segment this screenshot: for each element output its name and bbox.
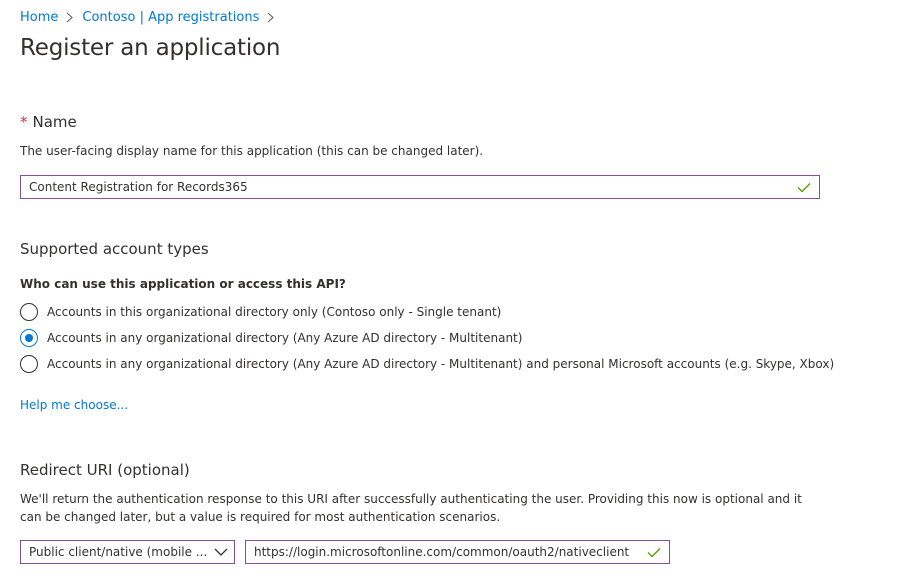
checkmark-icon: [647, 547, 661, 558]
required-marker: *: [20, 113, 28, 131]
checkmark-icon: [797, 182, 811, 193]
name-label-text: Name: [32, 113, 77, 131]
platform-dropdown-value: Public client/native (mobile ...: [29, 545, 208, 559]
breadcrumb-app-registrations[interactable]: Contoso | App registrations: [82, 10, 260, 25]
help-me-choose-link[interactable]: Help me choose...: [20, 398, 129, 412]
radio-button[interactable]: [20, 303, 38, 321]
radio-label: Accounts in this organizational directory only (Contoso only - Single tenant): [47, 305, 502, 319]
account-type-option-multitenant-personal[interactable]: [20, 355, 834, 373]
platform-dropdown[interactable]: [20, 540, 235, 564]
breadcrumb: [20, 10, 283, 25]
account-types-question: Who can use this application or access this API?: [20, 277, 346, 291]
radio-button[interactable]: [20, 355, 38, 373]
radio-label: Accounts in any organizational directory (Any Azure AD directory - Multitenant): [47, 331, 523, 345]
account-types-title: Supported account types: [20, 240, 209, 258]
name-input[interactable]: [20, 175, 820, 199]
chevron-right-icon: [267, 12, 274, 23]
radio-label: Accounts in any organizational directory (Any Azure AD directory - Multitenant) and personal Microsoft accounts (e.g. Skype, Xbox): [47, 357, 835, 371]
account-type-option-single-tenant[interactable]: [20, 303, 501, 321]
redirect-uri-input[interactable]: [245, 540, 670, 564]
name-description: The user-facing display name for this application (this can be changed later).: [20, 144, 484, 158]
name-input-value[interactable]: Content Registration for Records365: [29, 180, 248, 194]
breadcrumb-home[interactable]: Home: [20, 10, 59, 25]
chevron-right-icon: [66, 12, 73, 23]
chevron-down-icon: [214, 545, 228, 559]
redirect-uri-value[interactable]: https://login.microsoftonline.com/common/oauth2/nativeclient: [254, 545, 630, 559]
redirect-uri-title: Redirect URI (optional): [20, 461, 190, 479]
redirect-uri-description: We'll return the authentication response to this URI after successfully authenticating the user. Providing this now is optional and it can be changed later, but a value is required for most authentication scenarios.: [20, 492, 802, 524]
name-label: [20, 113, 77, 131]
account-type-option-multitenant[interactable]: [20, 329, 522, 347]
radio-button-selected[interactable]: [20, 329, 38, 347]
page-title: Register an application: [20, 35, 281, 61]
